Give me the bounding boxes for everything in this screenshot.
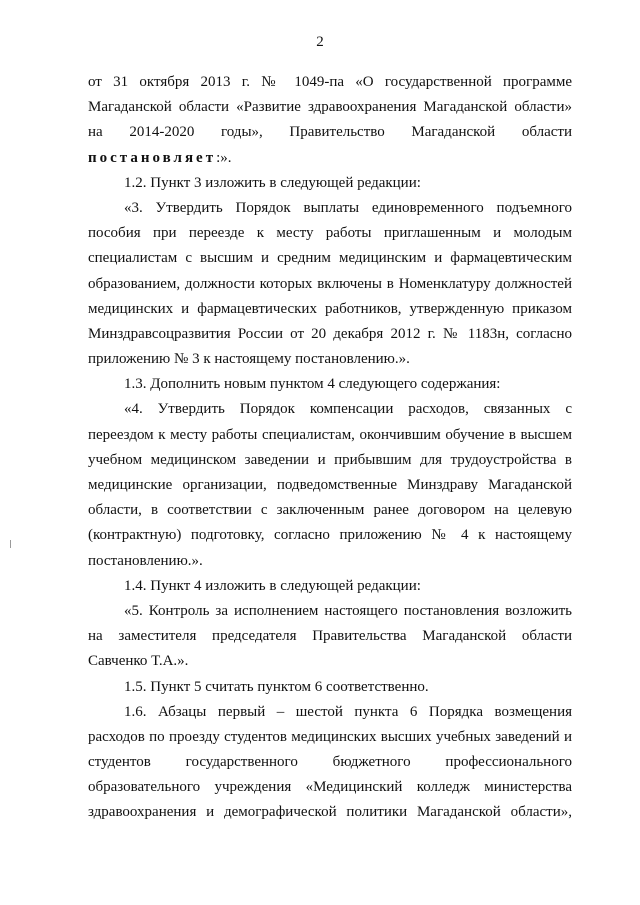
- text-line: 1.5. Пункт 5 считать пунктом 6 соответственно.: [124, 678, 429, 695]
- paragraph-item-1-5: [88, 675, 572, 700]
- text-line: образовательного учреждения «Медицинский колледж министерства: [88, 779, 572, 796]
- text-line: 1.6. Абзацы первый – шестой пункта 6 Порядка возмещения: [124, 703, 572, 720]
- text-line: «5. Контроль за исполнением настоящего постановления возложить: [124, 602, 572, 619]
- text-line: от 31 октября 2013 г. № 1049-па «О государственной программе: [88, 74, 572, 90]
- text-line: [88, 146, 572, 171]
- paragraph-clause-5: [88, 599, 572, 675]
- text-line: учебном медицинском заведении и прибывшим для трудоустройства в: [88, 451, 572, 468]
- page-number: 2: [316, 34, 324, 50]
- text-line: 1.4. Пункт 4 изложить в следующей редакции:: [124, 577, 421, 594]
- text-line: специалистам с высшим и средним медицинским и фармацевтическим: [88, 250, 572, 267]
- text-line: пособия при переезде к месту работы приглашенным и молодым: [88, 225, 572, 242]
- text-line: постановлению.».: [88, 552, 203, 569]
- text-line: (контрактную) подготовку, согласно приложению № 4 к настоящему: [88, 527, 572, 544]
- paragraph-item-1-2: [88, 171, 572, 196]
- text-line: на заместителя председателя Правительства Магаданской области: [88, 628, 572, 645]
- paragraph-clause-4: [88, 397, 572, 573]
- text-line: «3. Утвердить Порядок выплаты единовременного подъемного: [124, 199, 572, 216]
- text-line: 1.3. Дополнить новым пунктом 4 следующего содержания:: [124, 376, 501, 393]
- text-line: расходов по проезду студентов медицинских высших учебных заведений и: [88, 728, 572, 745]
- paragraph-item-1-4: [88, 574, 572, 599]
- text-line: 1.2. Пункт 3 изложить в следующей редакции:: [124, 174, 421, 191]
- text-line: медицинских и фармацевтических работников, утвержденную приказом: [88, 300, 572, 317]
- text-line: медицинские организации, подведомственные Минздраву Магаданской: [88, 477, 572, 493]
- text-line: Минздравсоцразвития России от 20 декабря 2012 г. № 1183н, согласно: [88, 325, 572, 342]
- text-line: «4. Утвердить Порядок компенсации расходов, связанных с: [124, 401, 572, 418]
- text-line: переездом к месту работы специалистам, окончившим обучение в высшем: [88, 426, 572, 443]
- text-line: на 2014-2020 годы», Правительство Магаданской области: [88, 124, 572, 141]
- decree-word: постановляет: [88, 149, 217, 166]
- text-line: Савченко Т.А.».: [88, 653, 189, 670]
- decree-tail: :».: [216, 149, 232, 166]
- paragraph-item-1-3: [88, 372, 572, 397]
- scan-edge-mark: [10, 540, 11, 548]
- paragraph-item-1-6: [88, 700, 572, 826]
- text-line: студентов государственного бюджетного профессионального: [88, 754, 572, 771]
- document-body: [88, 70, 572, 826]
- text-line: приложению № 3 к настоящему постановлению.».: [88, 351, 410, 368]
- text-line: Магаданской области «Развитие здравоохранения Магаданской области»: [88, 99, 572, 116]
- text-line: образованием, должности которых включены в Номенклатуру должностей: [88, 275, 572, 292]
- text-line: здравоохранения и демографической политики Магаданской области»,: [88, 804, 572, 821]
- text-line: области, в соответствии с заключенным ранее договором на целевую: [88, 502, 572, 519]
- paragraph-clause-3: [88, 196, 572, 372]
- paragraph-resolution: [88, 70, 572, 171]
